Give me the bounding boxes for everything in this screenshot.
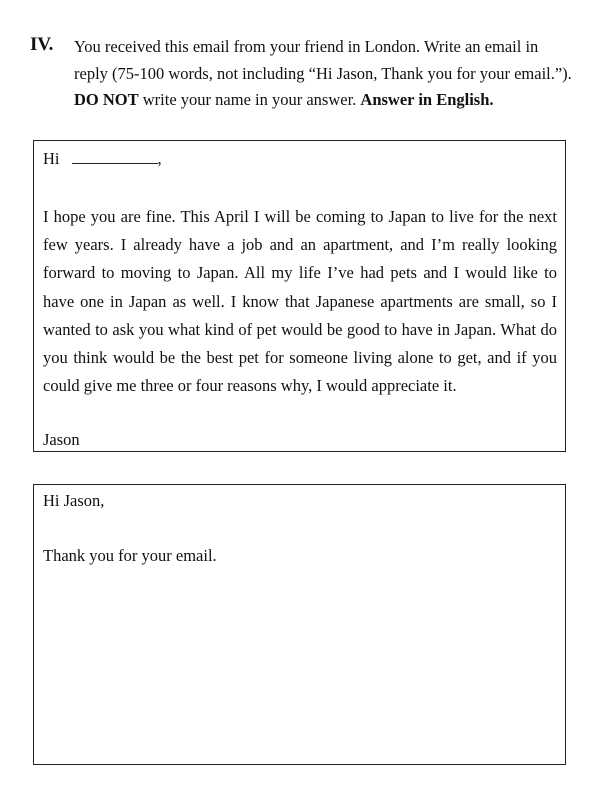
reply-thanks-line: Thank you for your email. [43,546,217,565]
name-blank-line [72,149,158,164]
email-body: I hope you are fine. This April I will be coming to Japan to live for the next few years. I already have a job and an apartment, and I’m really looking forward to moving to Japan. All my life I’ve had pets and I would like to have one in Japan as well. I know that Japanese apartments are small, so I wanted to ask you what kind of pet would be good to have in Japan. What do you think would be the best pet for someone living alone to get, and if you could give me three or four reasons why, I would appreciate it. [43,207,557,396]
question-number: IV. [30,34,54,55]
received-email-box [33,140,566,452]
email-greeting [43,149,162,169]
reply-writing-area[interactable] [40,577,562,761]
instruction-line-3: write your name in your answer. [138,90,361,109]
instruction-line-2: reply (75-100 words, not including “Hi Jason, Thank you for your email.”). [74,63,572,83]
reply-greeting: Hi Jason, [43,491,105,510]
email-signoff: Jason [43,430,80,449]
question-instructions [74,34,578,114]
question-prompt [30,33,578,113]
reply-answer-box[interactable] [33,484,566,765]
email-greeting-word: Hi [43,149,60,168]
do-not-emphasis: DO NOT [74,90,139,109]
instruction-line-1: You received this email from your friend in London. Write an email in [74,37,539,56]
answer-in-english-emphasis: Answer in English. [360,90,494,109]
email-greeting-comma: , [157,149,162,168]
